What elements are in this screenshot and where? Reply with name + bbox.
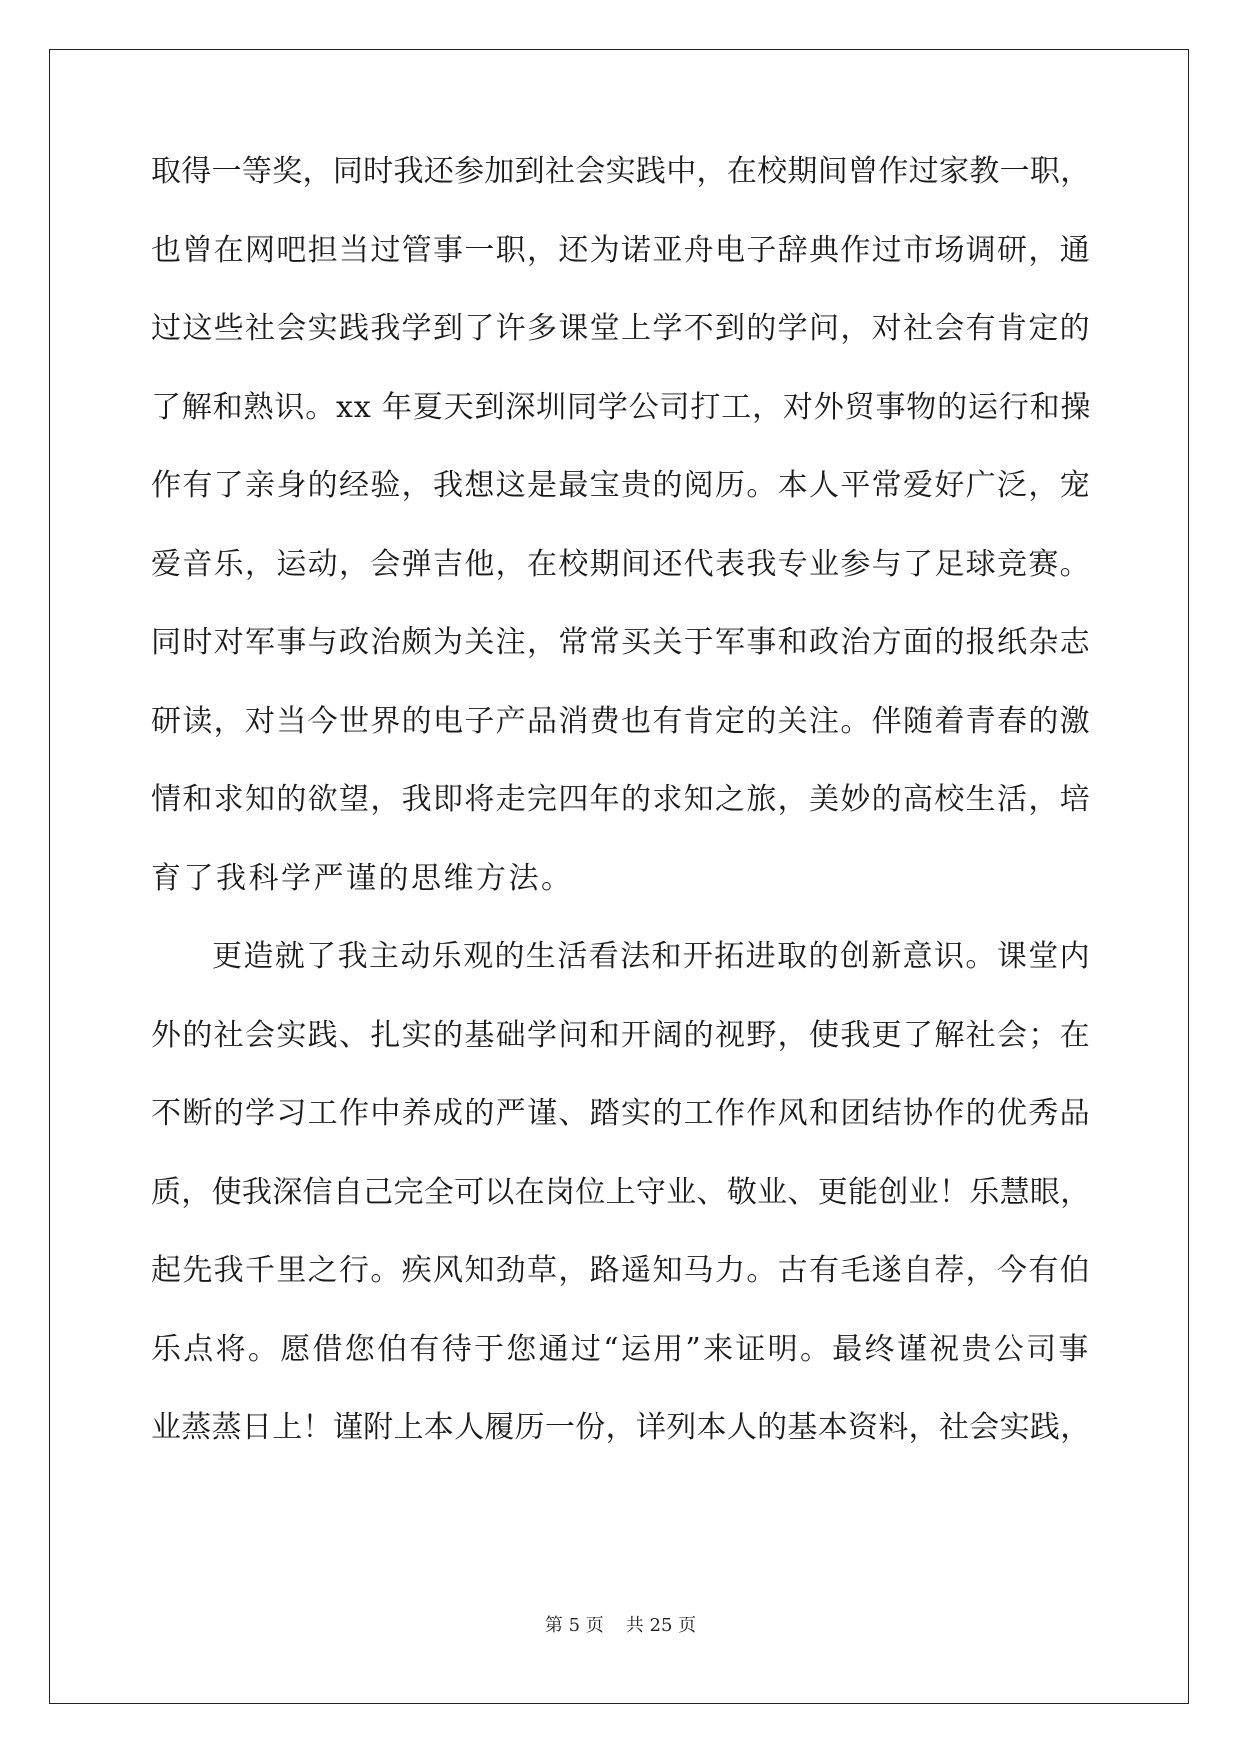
text-line: 研读，对当今世界的电子产品消费也有肯定的关注。伴随着青春的激 (151, 703, 1091, 739)
document-body (151, 154, 1092, 1492)
text-line: 业蒸蒸日上！谨附上本人履历一份，详列本人的基本资料，社会实践， (151, 1410, 1091, 1445)
text-line: 情和求知的欲望，我即将走完四年的求知之旅，美妙的高校生活，培 (151, 782, 1091, 817)
text-line: 作有了亲身的经验，我想这是最宝贵的阅历。本人平常爱好广泛，宠 (151, 468, 1091, 503)
text-line: 取得一等奖，同时我还参加到社会实践中，在校期间曾作过家教一职， (151, 154, 1091, 189)
page-number: 第 5 页 (544, 1615, 604, 1636)
paragraph-first-line: 更造就了我主动乐观的生活看法和开拓进取的创新意识。课堂内 (212, 939, 1091, 974)
text-line: 爱音乐，运动，会弹吉他，在校期间还代表我专业参与了足球竞赛。 (151, 546, 1091, 582)
text-line: 也曾在网吧担当过管事一职，还为诺亚舟电子辞典作过市场调研，通 (151, 232, 1091, 268)
text-line: 起先我千里之行。疾风知劲草，路遥知马力。古有毛遂自荐，今有伯 (151, 1253, 1091, 1288)
text-line: 质，使我深信自己完全可以在岗位上守业、敬业、更能创业！乐慧眼， (151, 1174, 1091, 1210)
total-pages: 共 25 页 (625, 1615, 697, 1636)
page-footer (0, 1611, 1241, 1637)
text-line: 过这些社会实践我学到了许多课堂上学不到的学问，对社会有肯定的 (151, 311, 1091, 346)
text-line: 同时对军事与政治颇为关注，常常买关于军事和政治方面的报纸杂志 (151, 625, 1091, 660)
text-line: 育了我科学严谨的思维方法。 (151, 860, 574, 896)
text-line: 乐点将。愿借您伯有待于您通过“运用”来证明。最终谨祝贵公司事 (151, 1331, 1091, 1367)
text-line: 不断的学习工作中养成的严谨、踏实的工作作风和团结协作的优秀品 (151, 1096, 1091, 1131)
text-line: 外的社会实践、扎实的基础学问和开阔的视野，使我更了解社会；在 (151, 1017, 1091, 1053)
text-line: 了解和熟识。xx 年夏天到深圳同学公司打工，对外贸事物的运行和操 (151, 389, 1092, 425)
